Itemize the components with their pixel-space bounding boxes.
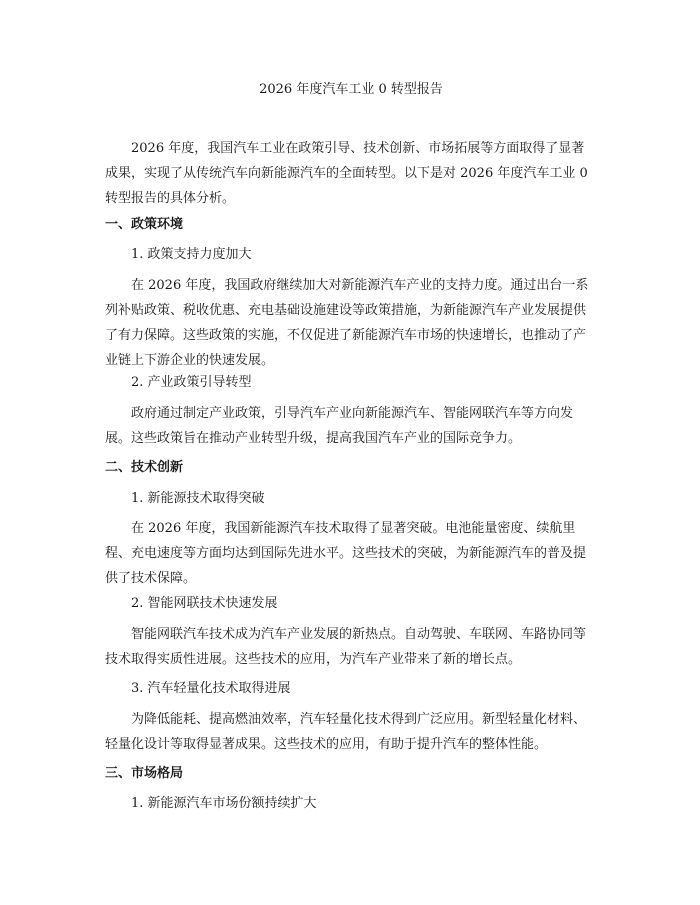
tech-item-3-body: 为降低能耗、提高燃油效率，汽车轻量化技术得到广泛应用。新型轻量化材料、轻量化设计等取得显著成果。这些技术的应用，有助于提升汽车的整体性能。 <box>105 712 587 752</box>
policy-item-1-title: 1. 政策支持力度加大 <box>131 247 252 262</box>
policy-item-2-title: 2. 产业政策引导转型 <box>131 375 252 390</box>
tech-item-2-title: 2. 智能网联技术快速发展 <box>131 596 278 611</box>
section-heading-policy: 一、政策环境 <box>105 217 184 232</box>
market-item-1-title: 1. 新能源汽车市场份额持续扩大 <box>131 796 317 811</box>
policy-item-1-body: 在 2026 年度，我国政府继续加大对新能源汽车产业的支持力度。通过出台一系列补贴政策、税收优惠、充电基础设施建设等政策措施，为新能源汽车产业发展提供了有力保障。这些政策的实施，不仅促进了新能源汽车市场的快速增长，也推动了产业链上下游企业的快速发展。 <box>105 278 589 368</box>
section-heading-market: 三、市场格局 <box>105 766 184 781</box>
tech-item-2-body: 智能网联汽车技术成为汽车产业发展的新热点。自动驾驶、车联网、车路协同等技术取得实质性进展。这些技术的应用，为汽车产业带来了新的增长点。 <box>105 627 587 667</box>
policy-item-2-body: 政府通过制定产业政策，引导汽车产业向新能源汽车、智能网联汽车等方向发展。这些政策旨在推动产业转型升级，提高我国汽车产业的国际竞争力。 <box>105 406 574 446</box>
tech-item-3-title: 3. 汽车轻量化技术取得进展 <box>131 681 291 696</box>
document-title: 2026 年度汽车工业 0 转型报告 <box>259 82 443 97</box>
section-heading-technology: 二、技术创新 <box>105 460 184 475</box>
tech-item-1-body: 在 2026 年度，我国新能源汽车技术取得了显著突破。电池能量密度、续航里程、充电速度等方面均达到国际先进水平。这些技术的突破，为新能源汽车的普及提供了技术保障。 <box>105 521 587 586</box>
tech-item-1-title: 1. 新能源技术取得突破 <box>131 491 265 506</box>
intro-paragraph: 2026 年度，我国汽车工业在政策引导、技术创新、市场拓展等方面取得了显著成果，实现了从传统汽车向新能源汽车的全面转型。以下是对 2026 年度汽车工业 0 转型报告的具体分析。 <box>105 141 588 206</box>
